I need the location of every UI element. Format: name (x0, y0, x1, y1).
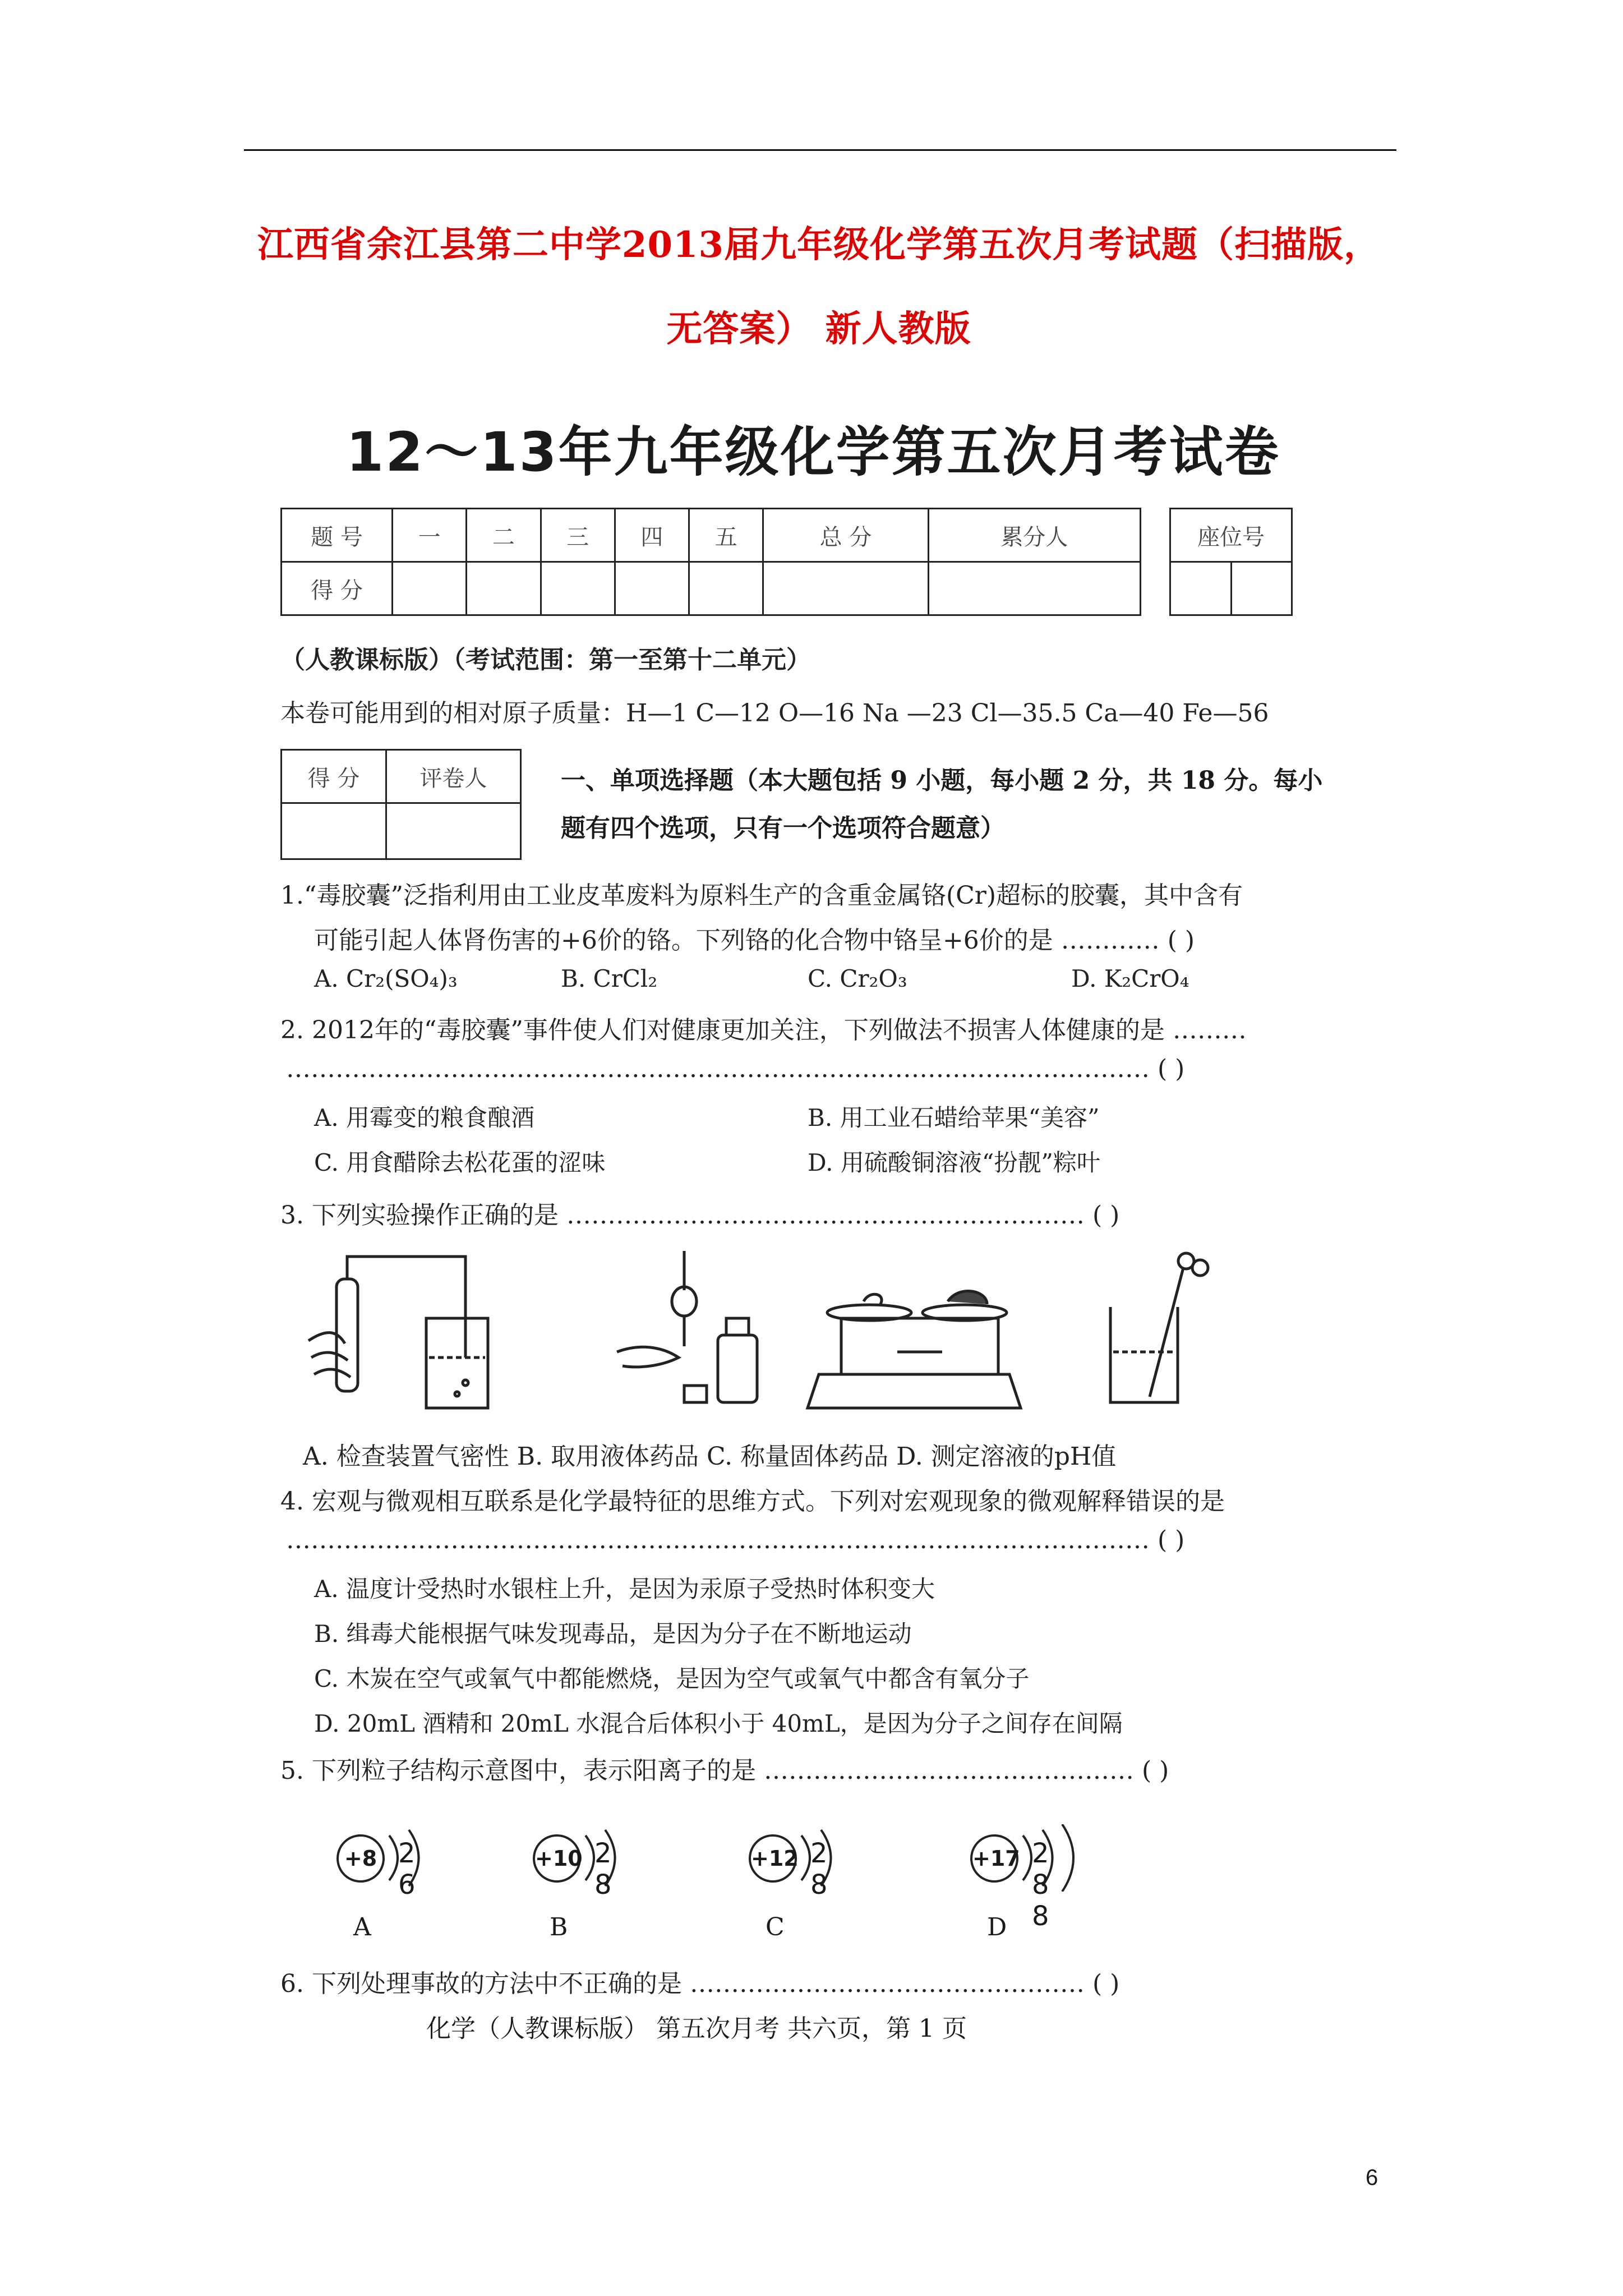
page-number: 6 (1366, 2165, 1378, 2190)
atomic-masses: 本卷可能用到的相对原子质量：H—1 C—12 O—16 Na —23 Cl—35.5 Ca—40 Fe—56 (280, 699, 1269, 728)
score-cell: 总 分 (763, 509, 928, 562)
section1-heading-line2: 题有四个选项，只有一个选项符合题意） (561, 814, 1005, 843)
grader-score-label: 得 分 (282, 750, 386, 803)
section1-heading-line1: 一、单项选择题（本大题包括 9 小题，每小题 2 分，共 18 分。每小 (561, 766, 1323, 795)
nucleus: +12 (749, 1834, 797, 1883)
score-cell: 五 (689, 509, 763, 562)
seat-table (1169, 508, 1293, 616)
q4-stem-line2: …………………………………………………………………………………………… ( ) (286, 1526, 1185, 1554)
q2-option-a: A. 用霉变的粮食酿酒 (314, 1104, 535, 1131)
q1-option-b: B. CrCl₂ (561, 965, 658, 992)
q2-option-c: C. 用食醋除去松花蛋的涩味 (314, 1149, 606, 1176)
grader-name-label: 评卷人 (386, 750, 520, 803)
score-cell: 二 (467, 509, 541, 562)
airtightness-check-figure (308, 1257, 488, 1408)
document-title-line1: 江西省余江县第二中学2013届九年级化学第五次月考试题（扫描版， (257, 224, 1381, 266)
q4-option-d: D. 20mL 酒精和 20mL 水混合后体积小于 40mL，是因为分子之间存在间隔 (314, 1710, 1123, 1737)
document-title-line2: 无答案） 新人教版 (666, 308, 971, 350)
seat-cell (1231, 562, 1292, 615)
liquid-dropper-figure (617, 1251, 757, 1402)
shell-electrons: 2 8 (810, 1838, 829, 1901)
score-cell (689, 562, 763, 615)
q4-option-a: A. 温度计受热时水银柱上升，是因为汞原子受热时体积变大 (314, 1575, 935, 1603)
q2-option-b: B. 用工业石蜡给苹果“美容” (808, 1104, 1100, 1131)
electron-shell-arcs (580, 1824, 647, 1892)
balance-figure (808, 1291, 1021, 1408)
q1-stem-line1: 1.“毒胶囊”泛指利用由工业皮革废料为原料生产的含重金属铬(Cr)超标的胶囊，其中含有 (280, 881, 1243, 910)
grader-cell (282, 803, 386, 859)
scan-footer: 化学（人教课标版） 第五次月考 共六页，第 1 页 (426, 2014, 967, 2043)
q3-figure-captions: A. 检查装置气密性 B. 取用液体药品 C. 称量固体药品 D. 测定溶液的pH值 (303, 1442, 1117, 1471)
grader-cell (386, 803, 520, 859)
score-cell (467, 562, 541, 615)
q4-stem-line1: 4. 宏观与微观相互联系是化学最特征的思维方式。下列对宏观现象的微观解释错误的是 (280, 1487, 1225, 1516)
score-cell (541, 562, 615, 615)
q4-option-b: B. 缉毒犬能根据气味发现毒品，是因为分子在不断地运动 (314, 1620, 912, 1648)
q1-stem-line2: 可能引起人体肾伤害的+6价的铬。下列铬的化合物中铬呈+6价的是 ………… ( ) (314, 926, 1195, 955)
electron-shell-arcs (384, 1824, 451, 1892)
edition-line: （人教课标版）（考试范围：第一至第十二单元） (280, 646, 811, 674)
q2-option-d: D. 用硫酸铜溶液“扮靓”粽叶 (808, 1149, 1100, 1176)
score-cell: 四 (615, 509, 689, 562)
score-cell (928, 562, 1140, 615)
nucleus: +8 (336, 1834, 385, 1883)
q1-option-c: C. Cr₂O₃ (808, 965, 907, 992)
nucleus: +10 (533, 1834, 581, 1883)
nucleus: +17 (970, 1834, 1018, 1883)
option-label: B (550, 1913, 568, 1941)
electron-shell-arcs (1017, 1824, 1107, 1892)
option-label: D (987, 1913, 1007, 1941)
score-cell (393, 562, 467, 615)
score-cell: 一 (393, 509, 467, 562)
q3-stem: 3. 下列实验操作正确的是 ……………………………………………………… ( ) (280, 1201, 1120, 1230)
q4-option-c: C. 木炭在空气或氧气中都能燃烧，是因为空气或氧气中都含有氧分子 (314, 1665, 1030, 1692)
electron-shell-arcs (796, 1824, 863, 1892)
q1-option-a: A. Cr₂(SO₄)₃ (314, 965, 458, 992)
score-cell (763, 562, 928, 615)
q2-stem-line1: 2. 2012年的“毒胶囊”事件使人们对健康更加关注，下列做法不损害人体健康的是 ……… (280, 1016, 1247, 1045)
seat-cell (1170, 562, 1232, 615)
score-cell: 得 分 (282, 562, 393, 615)
option-label: A (353, 1913, 371, 1941)
shell-electrons: 2 8 (594, 1838, 613, 1901)
score-cell (615, 562, 689, 615)
shell-electrons: 2 6 (398, 1838, 417, 1901)
grader-table (280, 749, 522, 860)
score-cell: 累分人 (928, 509, 1140, 562)
score-cell: 三 (541, 509, 615, 562)
q1-option-d: D. K₂CrO₄ (1071, 965, 1189, 992)
q6-stem: 6. 下列处理事故的方法中不正确的是 ………………………………………… ( ) (280, 1970, 1120, 1998)
q2-stem-line2: …………………………………………………………………………………………… ( ) (286, 1055, 1185, 1083)
seat-label: 座位号 (1170, 509, 1292, 562)
lab-figures (303, 1245, 1402, 1425)
exam-title: 12～13年九年级化学第五次月考试卷 (346, 421, 1280, 484)
header-rule (244, 149, 1396, 151)
q5-stem: 5. 下列粒子结构示意图中，表示阳离子的是 ……………………………………… ( ) (280, 1756, 1169, 1785)
option-label: C (766, 1913, 785, 1941)
score-table (280, 508, 1141, 616)
ph-test-figure (1110, 1253, 1208, 1402)
shell-electrons: 2 8 8 (1032, 1838, 1050, 1932)
score-cell: 题 号 (282, 509, 393, 562)
